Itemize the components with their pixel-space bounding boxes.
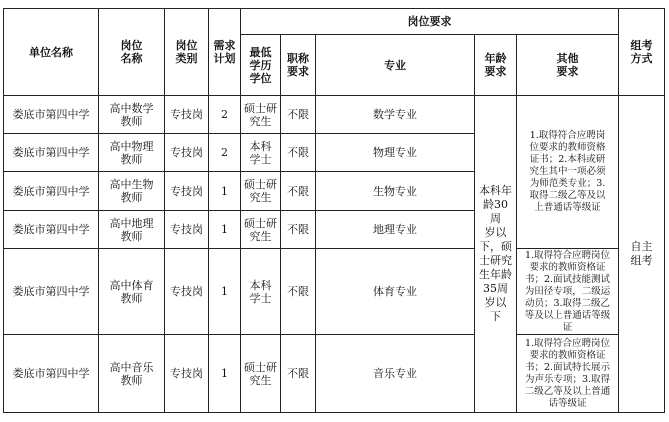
cell-major: 音乐专业 xyxy=(316,335,475,413)
cell-post: 高中音乐 教师 xyxy=(99,335,165,413)
header-age: 年龄 要求 xyxy=(475,35,517,96)
cell-plan: 2 xyxy=(209,134,241,172)
cell-major: 地理专业 xyxy=(316,211,475,249)
cell-plan: 2 xyxy=(209,96,241,134)
header-requirements: 岗位要求 xyxy=(241,9,619,35)
cell-type: 专技岗 xyxy=(165,211,209,249)
cell-title: 不限 xyxy=(281,249,316,335)
cell-unit: 娄底市第四中学 xyxy=(4,335,99,413)
header-plan: 需求 计划 xyxy=(209,9,241,96)
cell-other-pe: 1.取得符合应聘岗位 要求的教师资格证 书；2.面试技能测试 为田径专项，二级运 动员；3.取得二级乙 等及以上普通话等级 证 xyxy=(517,249,619,335)
cell-other-academic: 1.取得符合应聘岗 位要求的教师资格 证书；2.本科或研 究生其中一项必须 为师范类专业；3. 取得二级乙等及以 上普通话等级证 xyxy=(517,96,619,249)
cell-title: 不限 xyxy=(281,134,316,172)
cell-type: 专技岗 xyxy=(165,96,209,134)
cell-post: 高中物理 教师 xyxy=(99,134,165,172)
cell-title: 不限 xyxy=(281,335,316,413)
cell-title: 不限 xyxy=(281,211,316,249)
cell-type: 专技岗 xyxy=(165,172,209,211)
cell-major: 物理专业 xyxy=(316,134,475,172)
header-unit: 单位名称 xyxy=(4,9,99,96)
header-row-1 xyxy=(4,9,665,35)
cell-edu: 硕士研 究生 xyxy=(241,96,281,134)
cell-edu: 硕士研 究生 xyxy=(241,211,281,249)
cell-post: 高中地理 教师 xyxy=(99,211,165,249)
cell-title: 不限 xyxy=(281,172,316,211)
cell-type: 专技岗 xyxy=(165,249,209,335)
cell-post: 高中生物 教师 xyxy=(99,172,165,211)
header-other: 其他 要求 xyxy=(517,35,619,96)
cell-type: 专技岗 xyxy=(165,134,209,172)
cell-post: 高中体育 教师 xyxy=(99,249,165,335)
cell-edu: 硕士研 究生 xyxy=(241,335,281,413)
header-post-type: 岗位 类别 xyxy=(165,9,209,96)
recruitment-table xyxy=(3,8,665,413)
cell-edu: 硕士研 究生 xyxy=(241,172,281,211)
cell-plan: 1 xyxy=(209,335,241,413)
table-row xyxy=(4,249,665,335)
cell-type: 专技岗 xyxy=(165,335,209,413)
cell-unit: 娄底市第四中学 xyxy=(4,134,99,172)
header-major: 专业 xyxy=(316,35,475,96)
cell-post: 高中数学 教师 xyxy=(99,96,165,134)
cell-edu: 本科 学士 xyxy=(241,249,281,335)
cell-unit: 娄底市第四中学 xyxy=(4,211,99,249)
header-edu: 最低 学历 学位 xyxy=(241,35,281,96)
table-row xyxy=(4,96,665,134)
header-method: 组考 方式 xyxy=(619,9,665,96)
cell-major: 体育专业 xyxy=(316,249,475,335)
cell-edu: 本科 学士 xyxy=(241,134,281,172)
cell-major: 生物专业 xyxy=(316,172,475,211)
cell-other-music: 1.取得符合应聘岗位 要求的教师资格证 书；2.面试特长展示 为声乐专项；3.取得 二级乙等及以上普通 话等级证 xyxy=(517,335,619,413)
cell-plan: 1 xyxy=(209,172,241,211)
cell-major: 数学专业 xyxy=(316,96,475,134)
cell-title: 不限 xyxy=(281,96,316,134)
cell-plan: 1 xyxy=(209,211,241,249)
cell-unit: 娄底市第四中学 xyxy=(4,172,99,211)
cell-age-requirement: 本科年 龄30周 岁以 下，硕 士研究 生年龄 35周 岁以 下 xyxy=(475,96,517,413)
cell-exam-method: 自主 组考 xyxy=(619,96,665,413)
cell-unit: 娄底市第四中学 xyxy=(4,96,99,134)
cell-plan: 1 xyxy=(209,249,241,335)
header-post-name: 岗位 名称 xyxy=(99,9,165,96)
cell-unit: 娄底市第四中学 xyxy=(4,249,99,335)
table-row xyxy=(4,335,665,413)
header-title: 职称 要求 xyxy=(281,35,316,96)
